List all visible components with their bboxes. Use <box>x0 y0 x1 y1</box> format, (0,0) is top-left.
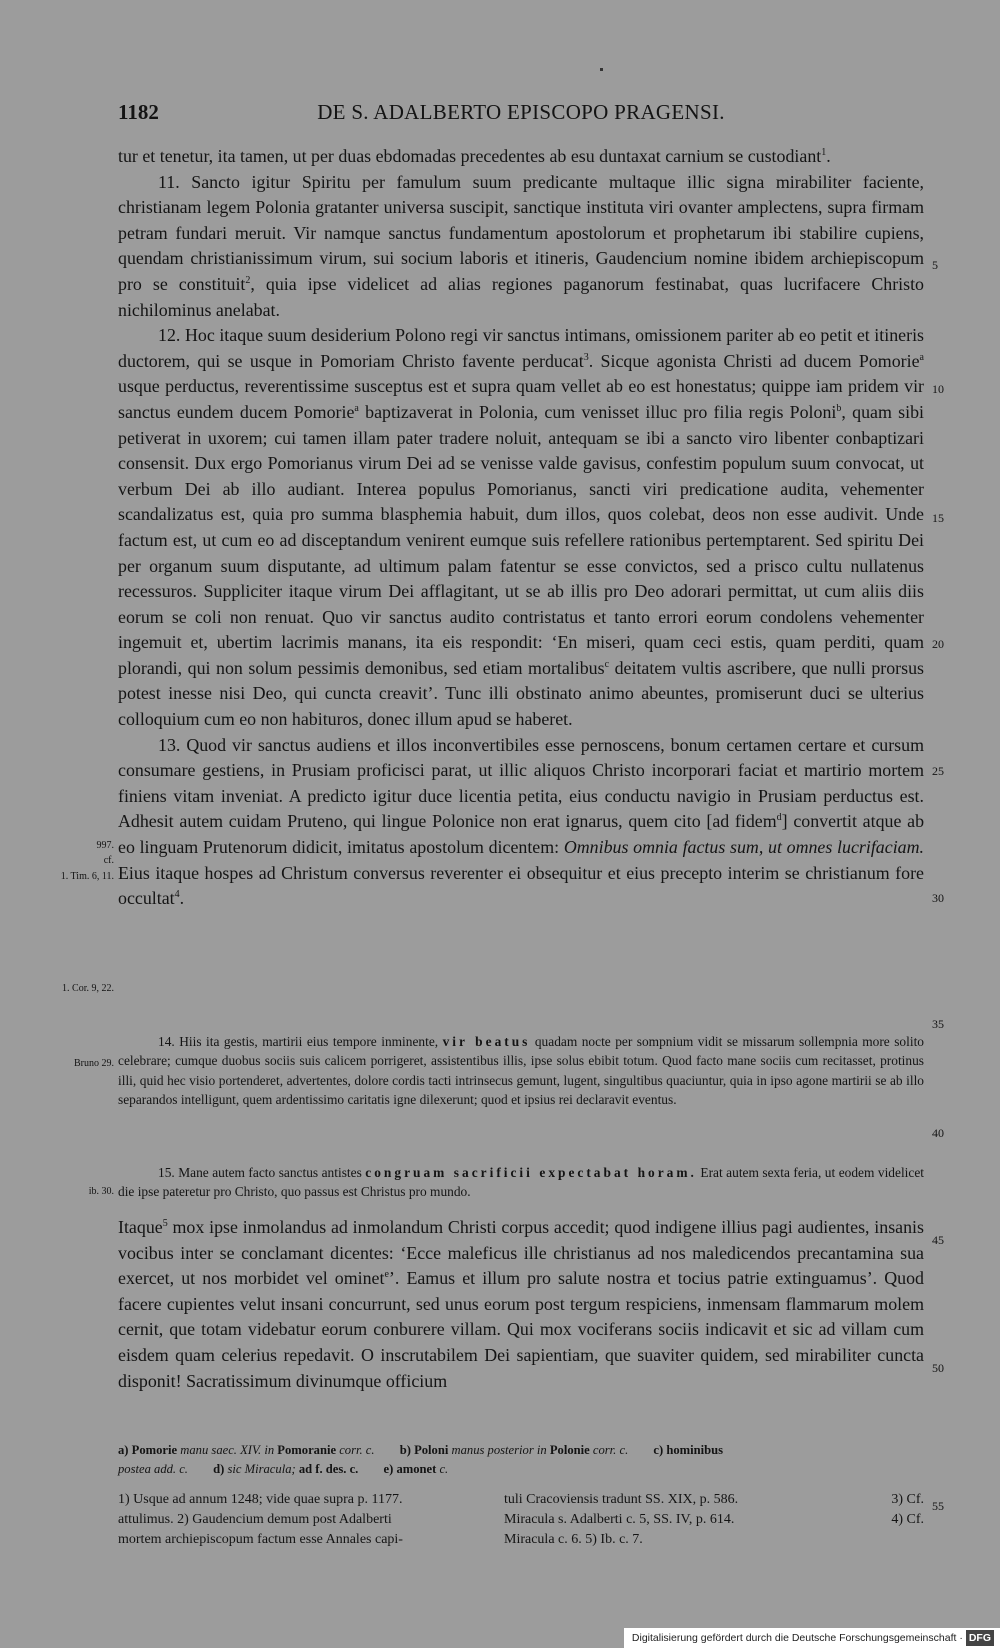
paragraph-15: Itaque$^5$ mox ipse inmolandus ad inmolandum Christi corpus accedit; quod indigene illius pagi audientes, insanis vocibus inter se conclamant dicentes: ‘Ecce maleficus ille christianus ad nos maledicendos precantamina sua exercet, ut nos morbidet vel ominet$^e$’. Eamus et illum pro salute nostra et tocius patrie extinguamus’. Quod facere cupientes velut insani concurrunt, sed unus eorum post tergum respiciens, inmensam flammarum molem cernit, que totam videbatur eorum conburere villam. Qui mox vociferans sociis indicavit et sic ad villam cum eisdem quam celerius repedavit. O inscrutabilem Dei sapientiam, que suaviter quidem, sed mirabiliter cuncta disponit! Sacratissimum divinumque officium <box>118 1217 924 1391</box>
digitization-credit: Digitalisierung gefördert durch die Deutsche Forschungsgemeinschaft · DFG <box>624 1628 1000 1648</box>
main-text <box>118 144 924 912</box>
footnote-column-1: 1) Usque ad annum 1248; vide quae supra p. 1177. attulimus. 2) Gaudencium demum post Adalberti mortem archiepiscopum factum esse Annales capi- <box>118 1492 403 1547</box>
footnote-ref: 1 <box>821 147 827 159</box>
apparatus-ref: d <box>776 812 782 824</box>
apparatus-e: e) amonet c. <box>383 1462 449 1476</box>
apparatus-ref: b <box>836 402 842 414</box>
critical-apparatus: a) Pomorie manu saec. XIV. in Pomoranie corr. c. b) Poloni manus posterior in Polonie corr. c. c) hominibus postea add. c. d) sic Miracula; ad f. des. c. e) amonet c. <box>118 1443 724 1476</box>
margin-note-cor: 1. Cor. 9, 22. <box>62 983 114 994</box>
line-number: 15 <box>932 511 944 525</box>
paragraph-14: 14. Hiis ita gestis, martirii eius tempore inminente, vir beatus quadam nocte per sompnium vidit se missarum sollempnia more solito celebrare; cumque duobus sociis suis calicem porrigeret, assistentibus illis, ipse solus ebibit totum. Quod facto mane sociis cum recitasset, protinus illi, quid hec visio portenderet, advertentes, dolore cordis tacti intrinsecus gemunt, lugent, singultibus quaciuntur, quia in ipso agone martirii se ab illo separandos intelligunt, quem ardentissimo caritatis igne dilexerunt; quod et ipsius rei declaravit eventus. <box>118 1034 924 1108</box>
emphasis: vir beatus <box>442 1034 531 1049</box>
line-number: 30 <box>932 891 944 905</box>
line-number: 45 <box>932 1233 944 1247</box>
footnote-ref: 4 <box>174 889 180 901</box>
paragraph-11: 11. Sancto igitur Spiritu per famulum suum predicante multaque illic signa mirabiliter faciente, christianam legem Polonia gratanter universa suscipit, sanctique instituta viri ovanter amplectens, supra firmam petram fundari meruit. Vir namque sanctus fundamentum apostolorum et prophetarum ibi stabilire cupiens, quendam christianissimum virum, sui socium laboris et itineris, Gaudencium nomine ibidem archiepiscopum pro se constituit$^2$, quia ipse videlicet ad alias regiones paganorum festinabat, quas lucrifacere Christo nichilominus anelabat. <box>118 171 925 320</box>
page-header <box>118 100 924 132</box>
page-number: 1182 <box>118 100 159 124</box>
margin-note-ib: ib. 30. <box>88 1186 114 1197</box>
footnote-ref: 5 <box>162 1218 168 1230</box>
paragraph-13: 13. Quod vir sanctus audiens et illos inconvertibiles esse pernoscens, bonum certamen certare et cursum consumare gestiens, in Prusiam proficisci parat, ut illic aliquos Christo incorporari faciat et martirio mortem finiens vitam inveniat. A predicto igitur duce licentia petita, eius conductu navigio in Prusiam perductus est. Adhesit autem cuidam Pruteno, qui lingue Polonice non erat ignarus, quem cito [ad fidem$^d$] convertit atque ab eo linguam Prutenorum didicit, imitatus apostolum dicentem: Omnibus omnia factus sum, ut omnes lucrifaciam. Eius itaque hospes ad Christum conversus reverenter ei obsequitur et eius precepto interim se christianum fore occultat$^4$. <box>118 734 925 909</box>
line-number: 10 <box>932 382 944 396</box>
paragraph-continuation: tur et tenetur, ita tamen, ut per duas ebdomadas precedentes ab esu duntaxat carnium se custodiant$^1$. <box>118 146 831 166</box>
line-number: 5 <box>932 258 938 272</box>
footnote-ref: 2 <box>245 275 251 286</box>
margin-note-year: 997. <box>96 840 114 851</box>
line-number: 55 <box>932 1499 944 1513</box>
apparatus-b: b) Poloni manus posterior in Polonie corr. c. <box>399 1443 629 1457</box>
margin-note-bruno: Bruno 29. <box>74 1058 114 1069</box>
apparatus-ref: c <box>604 658 610 670</box>
apparatus-d: d) sic Miracula; ad f. des. c. <box>213 1462 359 1476</box>
apparatus-a: a) Pomorie manu saec. XIV. in Pomoranie corr. c. <box>118 1443 375 1457</box>
dfg-logo: DFG <box>966 1630 994 1646</box>
scan-speck <box>600 68 603 71</box>
paragraph-12: 12. Hoc itaque suum desiderium Polono regi vir sanctus intimans, omissionem pariter ab eo petit et itineris ductorem, qui se usque in Pomoriam Christo favente perducat$^3$. Sicque agonista Christi ad ducem Pomorie$^a$ usque perductus, reverentissime susceptus est et supra quam vellet ab eo est honestatus; quippe iam pridem vir sanctus eundem ducem Pomorie$^a$ baptizaverat in Polonia, cum venisset illuc pro filia regis Poloni$^b$, quam sibi petiverat in uxorem; cui tamen illam pater tradere noluit, antequam se ibi a sancto viro libenter conbaptizari consensit. Dux ergo Pomorianus virum Dei ad se venisse valde gavisus, confestim populum suum convocat, ut verbum Dei ab illo audiant. Interea populus Pomorianus, sancti viri predicatione audita, vehementer scandalizatus est, quia pro summa blasphemia habuit, dum illos, quos colebat, deos non esse audivit. Unde factum est, ut cum eo ad disceptandum venirent eumque suis refellere rationibus pertemptarent. Sed spiritu Dei per organum suum disputante, ad ultimum palam fatentur se esse convictos, sed a prisco cultu nullatenus recessuros. Suppliciter itaque virum Dei afflagitant, ut se ab illis pro Deo adorari permittat, ut cum aliis diis eorum se coli non renuat. Quo vir sanctus audito contristatus et tanto errori eorum condolens vehementer ingemuit et, ubertim lacrimis manans, ita eis respondit: ‘En miseri, quam ceci estis, quam perditi, quam plorandi, qui non solum pessimis demonibus, sed etiam mortalibus$^c$ deitatem vultis ascribere, que nulli prorsus potest inesse nisi Deo, qui cuncta creavit’. Tunc illi obstinato animo abeuntes, promiserunt duci se ulterius colloquium cum eo non habituros, donec illum apud se haberet. <box>118 325 925 730</box>
line-number: 40 <box>932 1126 944 1140</box>
margin-note-cf: cf. <box>103 855 114 866</box>
apparatus-c: c) hominibus <box>653 1443 724 1457</box>
scripture-quote: Omnibus omnia factus sum, ut omnes lucrifaciam. <box>563 837 924 858</box>
line-number: 20 <box>932 637 944 651</box>
apparatus-ref: a <box>919 351 924 363</box>
paragraph-15-small: 15. Mane autem facto sanctus antistes congruam sacrificii expectabat horam. Erat autem sexta feria, ut eodem videlicet die ipse pateretur pro Christo, quo passus est Christus pro mundo. <box>118 1165 924 1200</box>
line-number: 35 <box>932 1017 944 1031</box>
margin-note-tim: 1. Tim. 6, 11. <box>60 871 114 882</box>
footnote-column-2: tuli Cracoviensis tradunt SS. XIX, p. 586. Miracula s. Adalberti c. 5, SS. IV, p. 614. Miracula c. 6. 5) Ib. c. 7. <box>504 1492 739 1547</box>
footnote-ref: 3 <box>583 351 589 363</box>
line-number: 25 <box>932 764 944 778</box>
apparatus-ref: e <box>384 1269 389 1281</box>
emphasis: congruam sacrificii expectabat horam. <box>365 1165 697 1180</box>
footnote-column-3: 3) Cf. 4) Cf. <box>891 1492 924 1527</box>
running-title: DE S. ADALBERTO EPISCOPO PRAGENSI. <box>317 100 725 124</box>
line-number: 50 <box>932 1361 944 1375</box>
apparatus-ref: a <box>354 402 359 414</box>
